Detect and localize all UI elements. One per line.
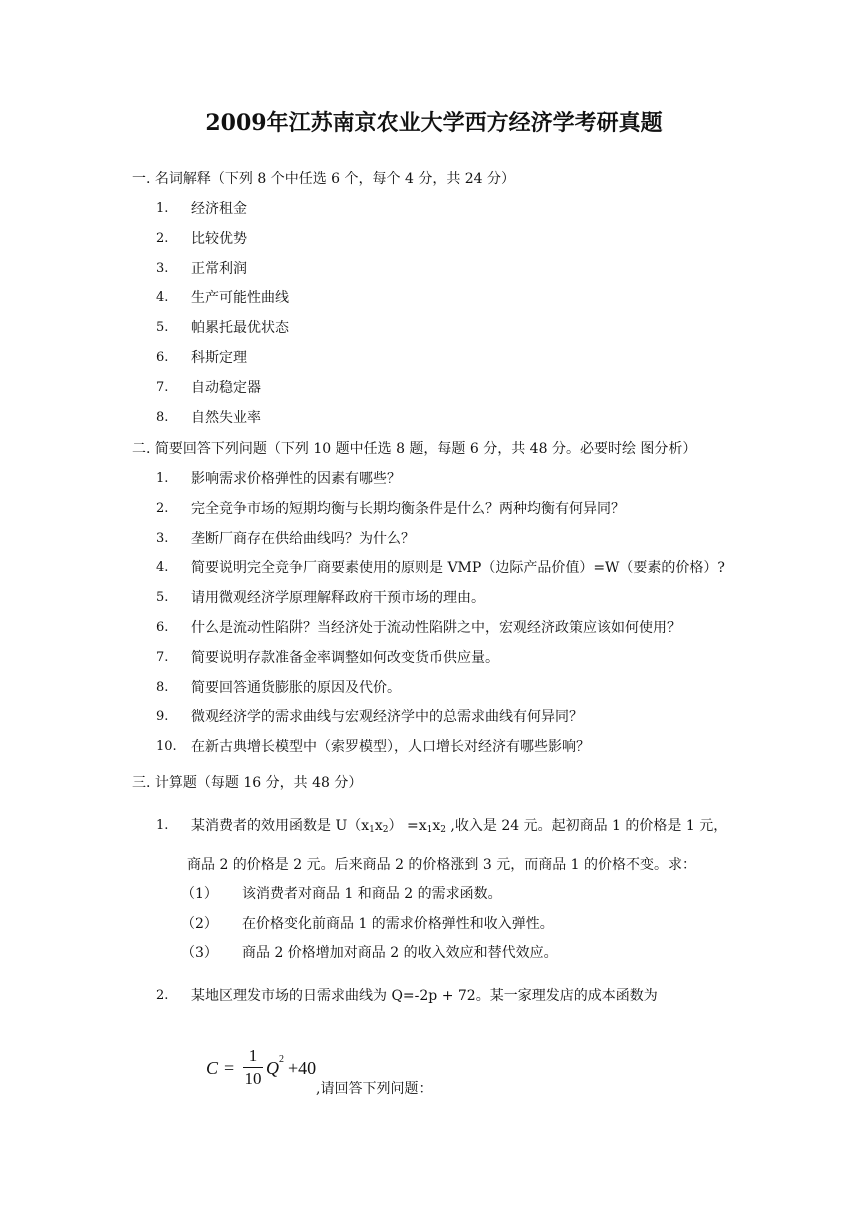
question-item-text: 简要说明完全竞争厂商要素使用的原则是 VMP（边际产品价值）=W（要素的价格）? — [191, 560, 725, 577]
term-item-text: 生产可能性曲线 — [191, 290, 289, 307]
subquestion-text: 该消费者对商品 1 和商品 2 的需求函数。 — [242, 886, 502, 902]
question-item-number: 2. — [156, 500, 169, 516]
subquestion-text: 商品 2 价格增加对商品 2 的收入效应和替代效应。 — [242, 945, 558, 961]
question-item-number: 6. — [156, 620, 169, 635]
subquestion-number: （3） — [181, 945, 218, 961]
q1-line-1: 某消费者的效用函数是 $U(x_1x_2) =x_1x_2$ ,收入是 24 元。起初商品 1 的价格是 1 元， — [191, 818, 728, 835]
term-item-text: 比较优势 — [191, 230, 247, 247]
term-item-number: 2. — [156, 230, 169, 246]
formula-exponent: 2 — [279, 1054, 284, 1065]
formula-tail: +40 — [288, 1058, 317, 1078]
section-2-heading: 二. 简要回答下列问题（下列 10 题中任选 8 题，每题 6 分，共 48 分。必要时绘 图分析） — [132, 441, 697, 457]
term-item-text: 帕累托最优状态 — [191, 320, 289, 337]
term-item-number: 8. — [156, 409, 169, 425]
fraction-bar — [243, 1067, 263, 1068]
formula-fraction — [243, 1046, 263, 1089]
question-item-number: 8. — [156, 679, 169, 695]
term-item-number: 1. — [156, 201, 169, 216]
page-title: 2009年江苏南京农业大学西方经济学考研真题 — [205, 110, 663, 136]
question-item-number: 4. — [156, 560, 169, 576]
term-item-number: 5. — [156, 320, 169, 336]
question-item-number: 9. — [156, 709, 169, 725]
term-item-text: 自然失业率 — [191, 409, 261, 426]
formula-numerator: 1 — [248, 1046, 258, 1065]
q2-text: 某地区理发市场的日需求曲线为 Q=-2p + 72。某一家理发店的成本函数为 — [191, 988, 658, 1004]
q2-after-formula: ,请回答下列问题： — [316, 1081, 433, 1097]
question-item-text: 完全竞争市场的短期均衡与长期均衡条件是什么？两种均衡有何异同？ — [191, 500, 625, 517]
question-item-text: 在新古典增长模型中（索罗模型），人口增长对经济有哪些影响？ — [191, 739, 590, 756]
question-item-text: 微观经济学的需求曲线与宏观经济学中的总需求曲线有何异同？ — [191, 709, 583, 726]
term-item-text: 科斯定理 — [191, 350, 247, 366]
q1-line-2: 商品 2 的价格是 2 元。后来商品 2 的价格涨到 3 元，而商品 1 的价格不变。求： — [187, 857, 697, 873]
term-item-number: 3. — [156, 260, 169, 276]
section-1-heading: 一. 名词解释（下列 8 个中任选 6 个，每个 4 分，共 24 分） — [132, 171, 516, 187]
cost-function-formula — [206, 1046, 316, 1102]
formula-denominator: 10 — [244, 1069, 262, 1088]
term-item-number: 6. — [156, 350, 169, 365]
term-item-number: 4. — [156, 290, 169, 306]
subquestion-number: （2） — [181, 915, 218, 932]
section-3-heading: 三. 计算题（每题 16 分，共 48 分） — [132, 775, 363, 791]
term-item-text: 经济租金 — [191, 201, 247, 217]
term-item-text: 正常利润 — [191, 260, 247, 277]
question-item-text: 影响需求价格弹性的因素有哪些？ — [191, 471, 401, 487]
question-item-text: 垄断厂商存在供给曲线吗？为什么？ — [191, 530, 415, 547]
question-item-number: 5. — [156, 590, 169, 606]
formula-q: Q — [266, 1058, 279, 1078]
subquestion-number: （1） — [181, 886, 218, 902]
question-item-text: 请用微观经济学原理解释政府干预市场的理由。 — [191, 590, 485, 607]
formula-c: C — [206, 1058, 219, 1078]
term-item-text: 自动稳定器 — [191, 379, 261, 396]
subquestion-text: 在价格变化前商品 1 的需求价格弹性和收入弹性。 — [242, 915, 554, 932]
question-item-number: 3. — [156, 530, 169, 546]
q2-number: 2. — [156, 988, 169, 1003]
question-item-text: 简要回答通货膨胀的原因及代价。 — [191, 679, 401, 696]
q1-number: 1. — [156, 818, 169, 833]
term-item-number: 7. — [156, 379, 169, 395]
question-item-text: 什么是流动性陷阱？当经济处于流动性陷阱之中，宏观经济政策应该如何使用？ — [191, 620, 681, 636]
formula-equals: = — [224, 1058, 235, 1078]
question-item-number: 7. — [156, 649, 169, 665]
question-item-number: 1. — [156, 471, 169, 486]
question-item-number: 10. — [156, 739, 177, 755]
question-item-text: 简要说明存款准备金率调整如何改变货币供应量。 — [191, 649, 499, 666]
